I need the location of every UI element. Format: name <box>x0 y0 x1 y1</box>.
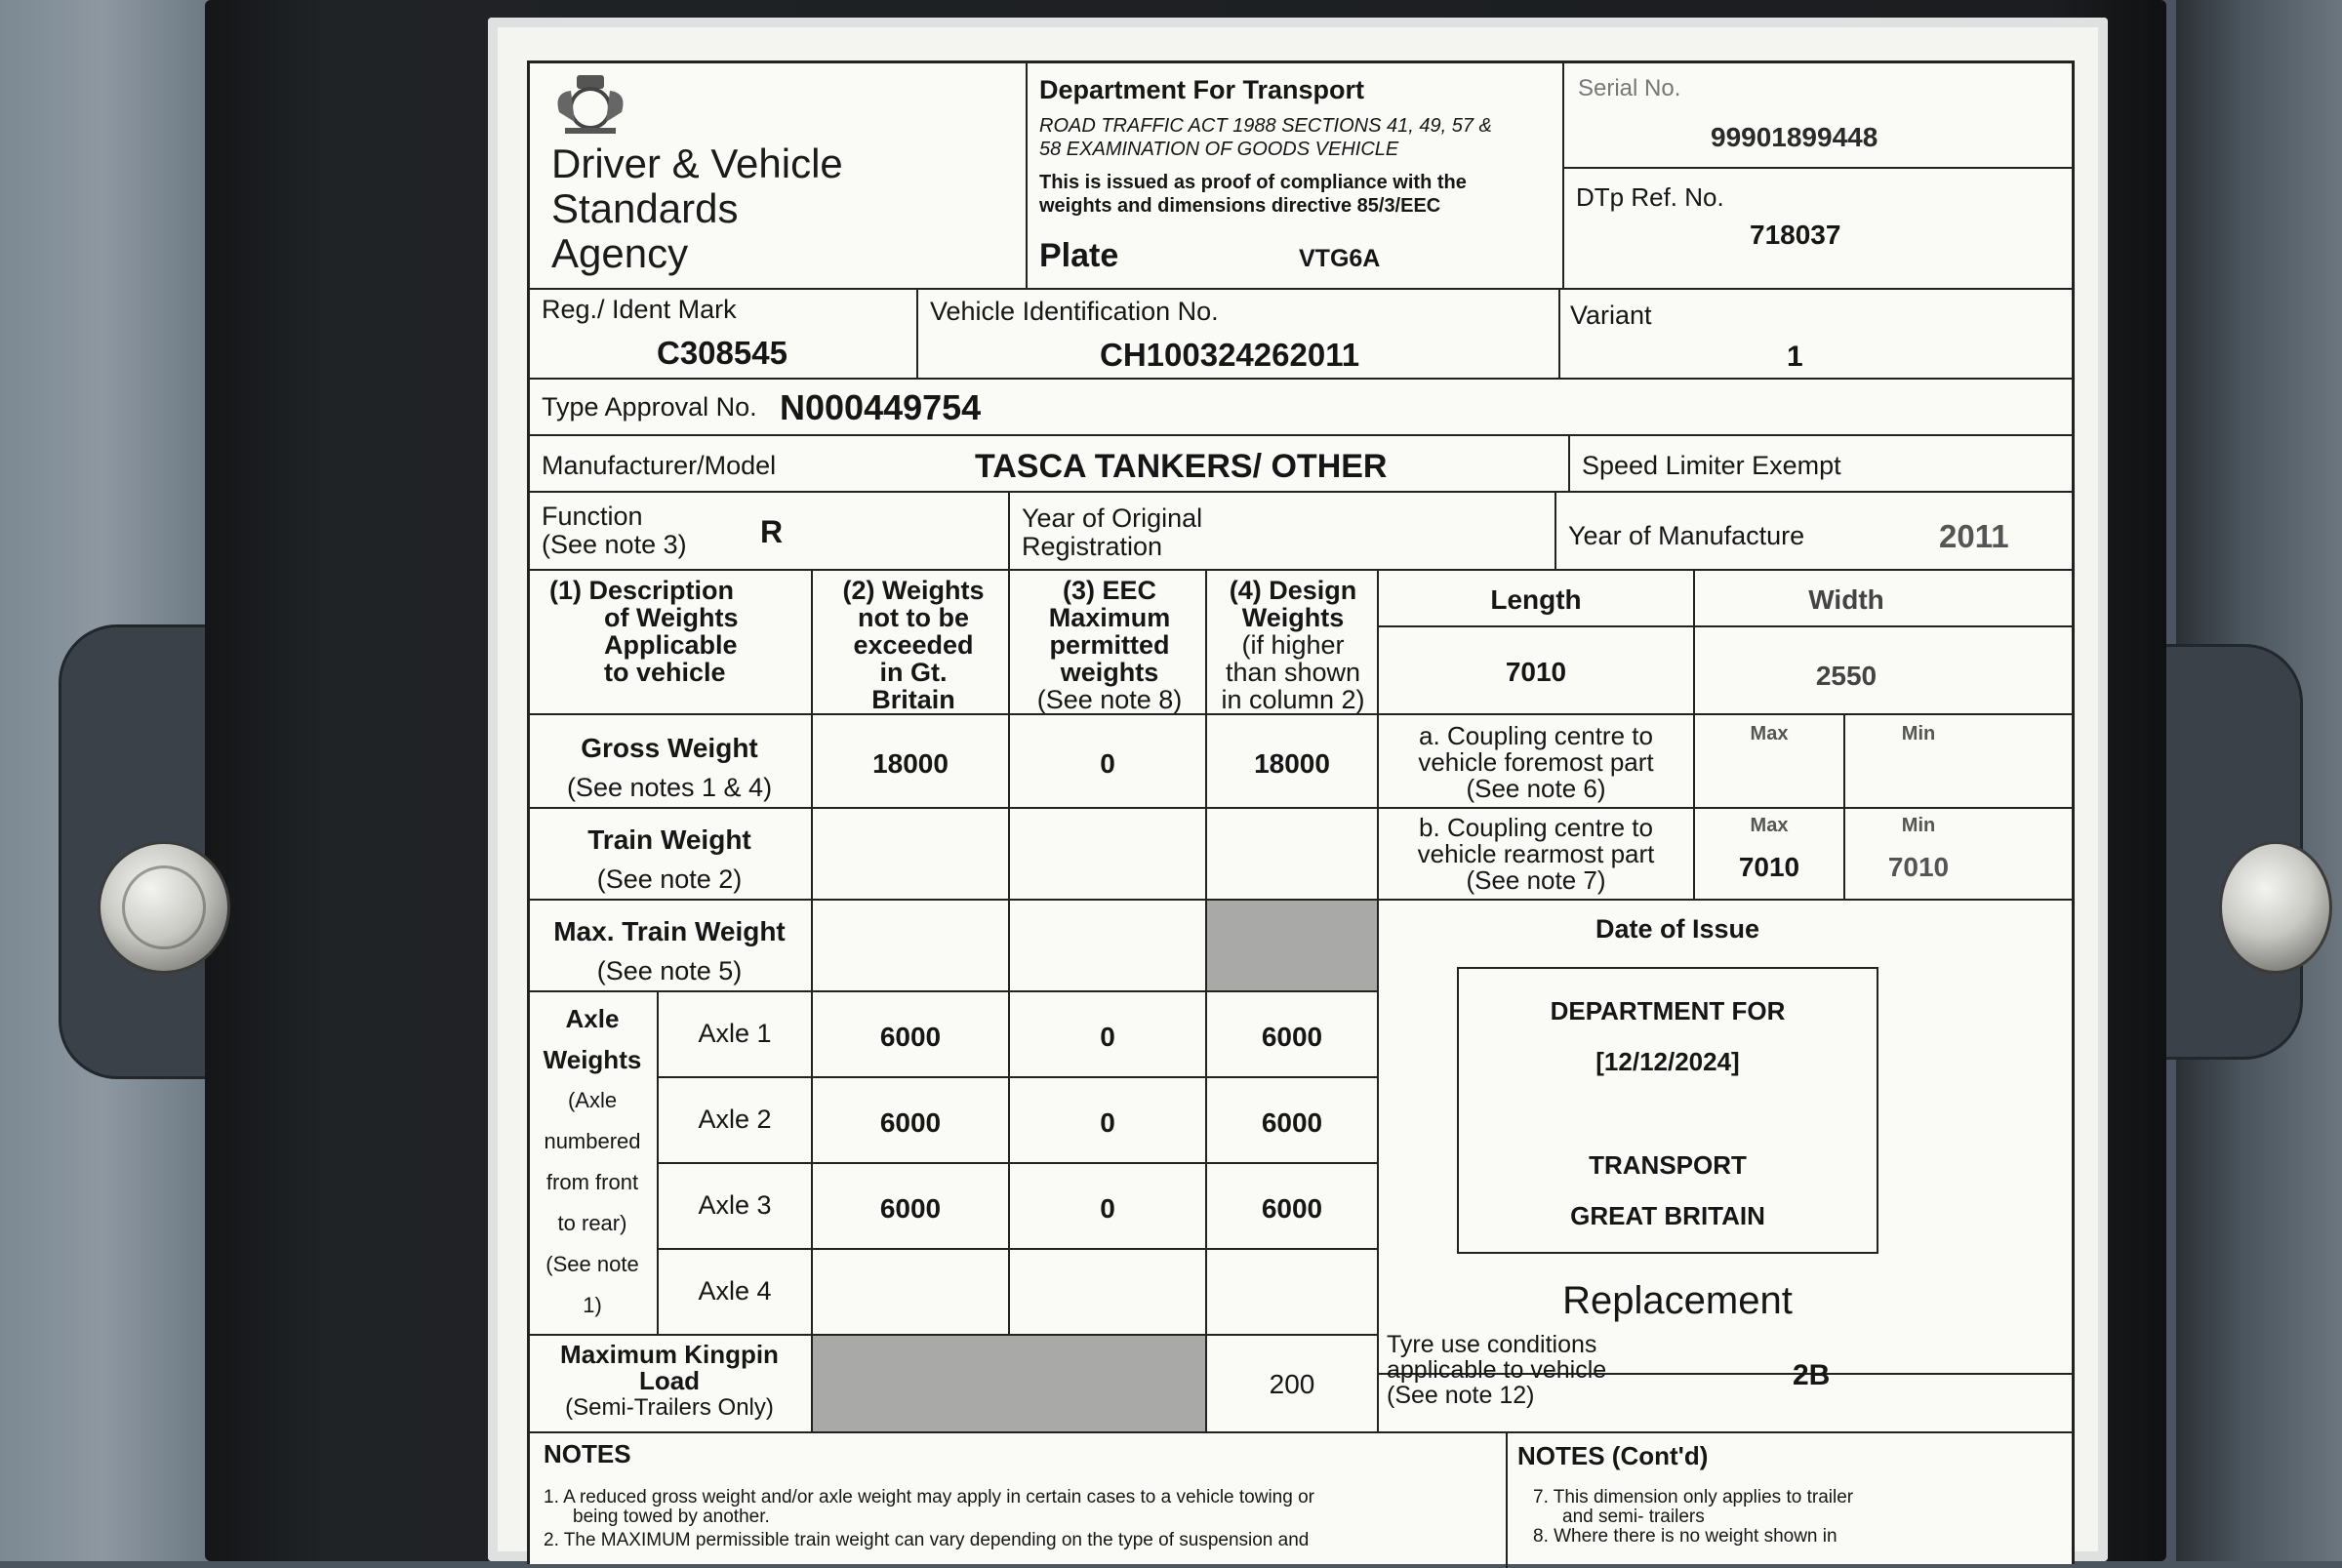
function-note: (See note 3) <box>542 530 687 560</box>
bolt-left-icon <box>98 841 230 974</box>
axle-2-value-col2: 6000 <box>879 1107 942 1138</box>
width-label: Width <box>1808 584 1884 615</box>
axle-1-value-col3: 0 <box>1100 1022 1115 1052</box>
proof-line-2: weights and dimensions directive 85/3/EEC <box>1039 195 1441 217</box>
kingpin-shaded <box>811 1334 1207 1433</box>
coupling-a-min-cell <box>1843 713 2072 809</box>
col1-header <box>530 569 813 715</box>
note-8: 8. Where there is no weight shown in <box>1533 1526 1837 1547</box>
col1-line-2: of Weights <box>604 603 739 632</box>
reg-label: Reg./ Ident Mark <box>542 295 737 324</box>
axle-group-line-8: 1) <box>583 1293 602 1317</box>
train-label-cell <box>530 807 813 901</box>
kingpin-line-3: (Semi-Trailers Only) <box>565 1394 774 1421</box>
year-manufacture-block <box>1555 491 2072 571</box>
length-header <box>1377 569 1695 627</box>
tyre-cell <box>1377 1331 2072 1433</box>
axle-group-line-3: (Axle <box>567 1088 618 1112</box>
note-2: 2. The MAXIMUM permissible train weight can vary depending on the type of suspension and <box>544 1530 1310 1550</box>
axle-group-line-5: from front <box>545 1170 639 1194</box>
serial-block <box>1562 63 2072 169</box>
max-train-note: (See note 5) <box>596 956 743 985</box>
speed-limiter-block <box>1568 434 2072 493</box>
stamp-line-4: GREAT BRITAIN <box>1570 1201 1765 1230</box>
manufacturer-label: Manufacturer/Model <box>542 451 777 480</box>
date-of-issue-block <box>1377 899 2072 1375</box>
type-approval-label: Type Approval No. <box>542 392 757 422</box>
axle-group-label-cell <box>530 990 659 1336</box>
axle-group-line-1: Axle <box>565 1004 620 1033</box>
manufacturer-block <box>530 434 1570 493</box>
axle-3-label: Axle 3 <box>698 1190 772 1220</box>
axle-1-label: Axle 1 <box>698 1019 772 1048</box>
gross-col4 <box>1205 713 1379 809</box>
length-value: 7010 <box>1505 657 1567 687</box>
col2-line-5: Britain <box>871 685 955 714</box>
bolt-right-icon <box>2219 841 2332 974</box>
col2-line-4: in Gt. <box>879 658 948 687</box>
year-original-label-1: Year of Original <box>1022 503 1203 533</box>
notes-cont-title: NOTES (Cont'd) <box>1517 1441 1709 1470</box>
col2-line-2: not to be <box>858 603 969 632</box>
axle-3-label-cell <box>657 1162 813 1250</box>
col3-line-2: Maximum <box>1048 603 1171 632</box>
axle-4-col3 <box>1008 1248 1207 1336</box>
train-note: (See note 2) <box>596 864 743 894</box>
length-label: Length <box>1490 584 1582 615</box>
axle-3-value-col2: 6000 <box>879 1193 942 1224</box>
kingpin-value: 200 <box>1269 1369 1315 1399</box>
axle-2-col3 <box>1008 1076 1207 1164</box>
serial-value: 99901899448 <box>1711 122 1878 152</box>
stamp-line-1: DEPARTMENT FOR <box>1550 996 1786 1025</box>
manufacturer-value: TASCA TANKERS/ OTHER <box>975 448 1388 485</box>
axle-1-col2 <box>811 990 1010 1078</box>
dtp-block <box>1562 167 2072 290</box>
width-value: 2550 <box>1815 661 1878 691</box>
train-col3 <box>1008 807 1207 901</box>
axle-4-label-cell <box>657 1248 813 1336</box>
train-label: Train Weight <box>587 824 751 855</box>
agency-line-3: Agency <box>551 230 689 276</box>
year-original-label-2: Registration <box>1022 532 1163 562</box>
coupling-b-min-value: 7010 <box>1887 852 1950 882</box>
coupling-b-min-cell <box>1843 807 2072 901</box>
note-7-line-1: 7. This dimension only applies to trailer <box>1533 1487 1854 1508</box>
coupling-b-min-label: Min <box>1901 815 1936 836</box>
col3-line-3: permitted <box>1049 630 1170 660</box>
speed-limiter-text: Speed Limiter Exempt <box>1582 451 1841 480</box>
coupling-b-line-1: b. Coupling centre to <box>1419 813 1653 842</box>
stamp-date: [12/12/2024] <box>1595 1047 1740 1076</box>
reg-value: C308545 <box>657 335 787 371</box>
agency-block <box>530 63 1028 290</box>
train-col2 <box>811 807 1010 901</box>
axle-3-col2 <box>811 1162 1010 1250</box>
notes-block <box>530 1431 1508 1568</box>
axle-3-value-col3: 0 <box>1100 1193 1115 1224</box>
function-label: Function <box>542 502 643 531</box>
axle-2-value-col3: 0 <box>1100 1107 1115 1138</box>
agency-line-1: Driver & Vehicle <box>551 141 843 186</box>
vin-block <box>916 288 1560 380</box>
coupling-b-max-label: Max <box>1750 815 1789 836</box>
col3-header <box>1008 569 1207 715</box>
reg-block <box>530 288 918 380</box>
tyre-line-1: Tyre use conditions <box>1387 1331 1597 1358</box>
col1-line-3: Applicable <box>604 630 738 660</box>
tyre-line-2: applicable to vehicle <box>1387 1356 1607 1384</box>
col4-header <box>1205 569 1379 715</box>
act-line-1: ROAD TRAFFIC ACT 1988 SECTIONS 41, 49, 57 & <box>1039 115 1492 137</box>
max-train-label-cell <box>530 899 813 992</box>
axle-4-col4 <box>1205 1248 1379 1336</box>
col2-line-1: (2) Weights <box>842 576 985 605</box>
replacement-text: Replacement <box>1562 1279 1793 1322</box>
axle-group-line-6: to rear) <box>557 1211 627 1235</box>
dtp-value: 718037 <box>1750 220 1841 250</box>
coupling-a-min-label: Min <box>1901 723 1936 744</box>
max-train-label: Max. Train Weight <box>553 916 786 946</box>
width-cell <box>1693 625 2072 715</box>
variant-value: 1 <box>1787 341 1803 373</box>
year-manufacture-label: Year of Manufacture <box>1568 521 1805 550</box>
axle-2-value-col4: 6000 <box>1261 1107 1323 1138</box>
kingpin-label-cell <box>530 1334 813 1433</box>
notes-cont-block <box>1506 1431 2072 1568</box>
year-original-block <box>1008 491 1556 571</box>
department-title: Department For Transport <box>1039 75 1365 104</box>
coupling-a-line-2: vehicle foremost part <box>1418 747 1654 777</box>
col4-line-1: (4) Design <box>1229 576 1357 605</box>
variant-label: Variant <box>1570 301 1652 330</box>
col2-line-3: exceeded <box>853 630 974 660</box>
proof-line-1: This is issued as proof of compliance with the <box>1039 172 1467 193</box>
col3-line-5: (See note 8) <box>1036 685 1183 714</box>
gross-col2 <box>811 713 1010 809</box>
axle-2-label-cell <box>657 1076 813 1164</box>
axle-1-value-col4: 6000 <box>1261 1022 1323 1052</box>
axle-group-line-2: Weights <box>543 1045 642 1074</box>
serial-label: Serial No. <box>1578 75 1681 101</box>
col1-line-4: to vehicle <box>604 658 726 687</box>
col4-line-5: in column 2) <box>1221 685 1365 714</box>
gross-value-col3: 0 <box>1100 748 1115 779</box>
train-col4 <box>1205 807 1379 901</box>
col2-header <box>811 569 1010 715</box>
coupling-b-cell <box>1377 807 1695 901</box>
axle-3-value-col4: 6000 <box>1261 1193 1323 1224</box>
note-1-line-2: being towed by another. <box>573 1507 770 1527</box>
variant-block <box>1558 288 2072 380</box>
kingpin-value-cell <box>1205 1334 1379 1433</box>
col3-line-1: (3) EEC <box>1062 576 1157 605</box>
note-7-line-2: and semi- trailers <box>1562 1507 1705 1527</box>
axle-2-col4 <box>1205 1076 1379 1164</box>
issue-stamp <box>1457 967 1878 1254</box>
gross-value-col2: 18000 <box>872 748 949 779</box>
axle-1-col3 <box>1008 990 1207 1078</box>
coupling-b-line-2: vehicle rearmost part <box>1417 839 1655 868</box>
col3-line-4: weights <box>1060 658 1159 687</box>
gross-note: (See notes 1 & 4) <box>566 773 773 802</box>
coupling-b-max-cell <box>1693 807 1845 901</box>
axle-1-col4 <box>1205 990 1379 1078</box>
axle-1-value-col2: 6000 <box>879 1022 942 1052</box>
axle-3-col4 <box>1205 1162 1379 1250</box>
axle-2-label: Axle 2 <box>698 1105 772 1134</box>
axle-4-col2 <box>811 1248 1010 1336</box>
col4-line-3: (if higher <box>1241 630 1345 660</box>
coupling-b-max-value: 7010 <box>1738 852 1800 882</box>
royal-crest-icon <box>551 73 629 136</box>
col1-line-1: (1) Description <box>549 576 735 605</box>
vin-label: Vehicle Identification No. <box>930 297 1219 326</box>
act-line-2: 58 EXAMINATION OF GOODS VEHICLE <box>1039 139 1399 160</box>
gross-value-col4: 18000 <box>1254 748 1330 779</box>
plate-label: Plate <box>1039 237 1119 274</box>
date-of-issue-label: Date of Issue <box>1595 914 1760 944</box>
department-block <box>1026 63 1564 290</box>
col4-line-2: Weights <box>1241 603 1345 632</box>
type-approval-value: N000449754 <box>780 387 982 427</box>
stamp-line-3: TRANSPORT <box>1589 1150 1747 1180</box>
plate-value: VTG6A <box>1299 245 1381 272</box>
axle-4-label: Axle 4 <box>698 1276 772 1306</box>
length-cell <box>1377 625 1695 715</box>
axle-2-col2 <box>811 1076 1010 1164</box>
coupling-b-line-3: (See note 7) <box>1466 865 1606 895</box>
axle-group-line-4: numbered <box>544 1129 641 1153</box>
function-block <box>530 491 1010 571</box>
coupling-a-cell <box>1377 713 1695 809</box>
note-1-line-1: 1. A reduced gross weight and/or axle weight may apply in certain cases to a vehicle towing or <box>544 1487 1314 1508</box>
vin-value: CH100324262011 <box>1100 337 1360 373</box>
tyre-value: 2B <box>1793 1359 1831 1391</box>
axle-1-label-cell <box>657 990 813 1078</box>
axle-group-line-7: (See note <box>545 1252 639 1276</box>
max-train-col3 <box>1008 899 1207 992</box>
year-manufacture-value: 2011 <box>1939 518 2009 554</box>
kingpin-line-1: Maximum Kingpin <box>560 1340 779 1369</box>
max-train-col4-shaded <box>1205 899 1379 992</box>
gross-label-cell <box>530 713 813 809</box>
coupling-a-line-1: a. Coupling centre to <box>1419 721 1653 750</box>
plate-table <box>527 60 2075 1564</box>
coupling-a-max-label: Max <box>1750 723 1789 744</box>
gross-label: Gross Weight <box>581 733 758 763</box>
width-header <box>1693 569 2072 627</box>
function-value: R <box>760 514 784 549</box>
coupling-a-max-cell <box>1693 713 1845 809</box>
agency-line-2: Standards <box>551 185 739 231</box>
max-train-col2 <box>811 899 1010 992</box>
notes-title: NOTES <box>544 1439 631 1468</box>
dtp-label: DTp Ref. No. <box>1576 182 1724 212</box>
type-approval-block <box>530 378 2072 436</box>
tyre-line-3: (See note 12) <box>1387 1382 1535 1409</box>
axle-3-col3 <box>1008 1162 1207 1250</box>
col4-line-4: than shown <box>1225 658 1361 687</box>
gross-col3 <box>1008 713 1207 809</box>
coupling-a-line-3: (See note 6) <box>1466 774 1606 803</box>
kingpin-line-2: Load <box>638 1366 701 1395</box>
